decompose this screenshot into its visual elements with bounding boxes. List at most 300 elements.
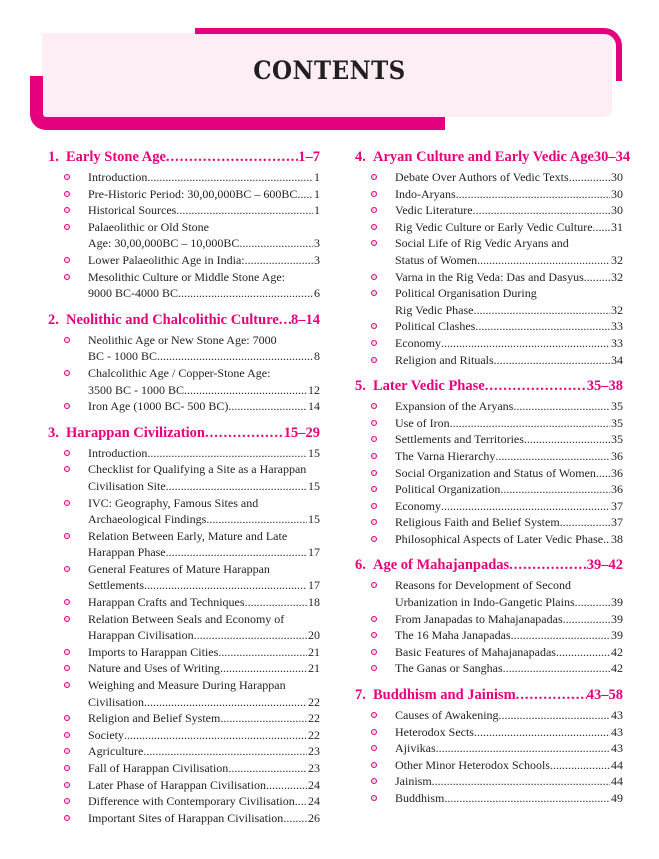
- dot-leader: [245, 594, 307, 611]
- hollow-circle-bullet-icon: [371, 224, 377, 230]
- dot-leader: [166, 544, 307, 561]
- topic-line: [88, 710, 320, 727]
- dot-leader: [516, 685, 587, 705]
- toc-topic[interactable]: [48, 644, 320, 661]
- topic-page-number: 43: [611, 741, 623, 756]
- topic-line: [88, 511, 320, 528]
- topic-line: [88, 332, 320, 349]
- dot-leader: [444, 790, 610, 807]
- toc-topic[interactable]: [48, 594, 320, 611]
- topic-title: Civilisation: [88, 694, 145, 709]
- topic-page-number: 32: [611, 252, 623, 267]
- toc-topic[interactable]: [48, 727, 320, 744]
- toc-topic[interactable]: [355, 335, 623, 352]
- toc-chapter: [48, 423, 320, 827]
- chapter-number: 4.: [355, 149, 366, 165]
- hollow-circle-bullet-icon: [64, 191, 70, 197]
- toc-column-left: [48, 147, 320, 834]
- topic-line: [395, 498, 623, 515]
- chapter-heading[interactable]: [48, 147, 320, 167]
- toc-topic[interactable]: [355, 773, 623, 790]
- dot-leader: [228, 760, 307, 777]
- topic-line: [395, 252, 623, 269]
- dot-leader: [556, 644, 610, 661]
- dot-leader: [283, 810, 307, 827]
- toc-topic[interactable]: [48, 398, 320, 415]
- topic-line: [395, 335, 623, 352]
- toc-topic[interactable]: [355, 660, 623, 677]
- toc-topic[interactable]: [48, 710, 320, 727]
- topic-title: Later Phase of Harappan Civilisation: [88, 777, 266, 792]
- topic-title: Heterodox Sects: [395, 724, 474, 739]
- topic-title: Social Life of Rig Vedic Aryans and: [395, 236, 569, 251]
- chapter-pages: 8–14: [291, 311, 320, 328]
- toc-topic[interactable]: [355, 498, 623, 515]
- topic-title: Important Sites of Harappan Civilisation: [88, 810, 284, 825]
- hollow-circle-bullet-icon: [371, 420, 377, 426]
- topic-title: Settlements: [88, 578, 144, 593]
- topic-line: [88, 219, 320, 236]
- hollow-circle-bullet-icon: [371, 453, 377, 459]
- hollow-circle-bullet-icon: [64, 682, 70, 688]
- topic-title: Philosophical Aspects of Later Vedic Phase: [395, 531, 604, 546]
- chapter-number: 6.: [355, 557, 366, 574]
- hollow-circle-bullet-icon: [371, 340, 377, 346]
- chapter-heading[interactable]: [355, 555, 623, 575]
- toc-topic[interactable]: [48, 202, 320, 219]
- toc-topic[interactable]: [48, 611, 320, 644]
- hollow-circle-bullet-icon: [64, 765, 70, 771]
- hollow-circle-bullet-icon: [371, 616, 377, 622]
- topic-title: Fall of Harappan Civilisation: [88, 761, 229, 775]
- hollow-circle-bullet-icon: [371, 191, 377, 197]
- topic-line: [395, 235, 623, 252]
- topic-line: [395, 398, 623, 415]
- topic-page-number: 42: [611, 661, 623, 676]
- hollow-circle-bullet-icon: [371, 470, 377, 476]
- topic-page-number: 23: [308, 744, 320, 759]
- topic-page-number: 30: [611, 170, 623, 184]
- dot-leader: [432, 773, 610, 790]
- dot-leader: [124, 727, 307, 744]
- topic-title: IVC: Geography, Famous Sites and: [88, 495, 259, 510]
- toc-topic[interactable]: [48, 810, 320, 827]
- topic-page-number: 23: [308, 761, 320, 775]
- dot-leader: [584, 269, 610, 286]
- hollow-circle-bullet-icon: [371, 486, 377, 492]
- toc-topic[interactable]: [355, 740, 623, 757]
- topic-title: Iron Age (1000 BC- 500 BC): [88, 399, 229, 414]
- topic-title: Nature and Uses of Writing: [88, 661, 220, 676]
- topic-page-number: 35: [611, 432, 623, 447]
- topic-page-number: 32: [611, 269, 623, 284]
- dot-leader: [245, 252, 313, 269]
- topic-page-number: 42: [611, 644, 623, 659]
- topic-line: [88, 577, 320, 594]
- toc-topic[interactable]: [48, 332, 320, 365]
- topic-list: [355, 169, 623, 368]
- hollow-circle-bullet-icon: [64, 370, 70, 376]
- topic-page-number: 21: [308, 644, 320, 659]
- hollow-circle-bullet-icon: [371, 729, 377, 735]
- hollow-circle-bullet-icon: [371, 290, 377, 296]
- topic-title: Checklist for Qualifying a Site as a Harappan: [88, 462, 307, 477]
- toc-topic[interactable]: [355, 724, 623, 741]
- topic-title: Age: 30,00,000BC – 10,000BC: [88, 236, 240, 251]
- toc-topic[interactable]: [355, 431, 623, 448]
- toc-chapter: [355, 376, 623, 547]
- topic-title: Debate Over Authors of Vedic Texts: [395, 170, 569, 184]
- hollow-circle-bullet-icon: [371, 665, 377, 671]
- topic-page-number: 21: [308, 661, 320, 676]
- topic-line: [395, 285, 623, 302]
- chapter-pages: 43–58: [586, 687, 623, 704]
- toc-topic[interactable]: [355, 481, 623, 498]
- topic-title: Harappan Phase: [88, 545, 166, 560]
- toc-topic[interactable]: [48, 186, 320, 203]
- topic-page-number: 31: [611, 219, 623, 234]
- topic-line: [395, 660, 623, 677]
- dot-leader: [550, 757, 610, 774]
- toc-topic[interactable]: [355, 757, 623, 774]
- topic-line: [88, 478, 320, 495]
- toc-topic[interactable]: [48, 365, 320, 398]
- toc-topic[interactable]: [355, 269, 623, 286]
- topic-title: Expansion of the Aryans: [395, 399, 514, 414]
- dot-leader: [441, 335, 610, 352]
- toc-topic[interactable]: [355, 644, 623, 661]
- topic-title: Religion and Rituals: [395, 352, 494, 367]
- dot-leader: [485, 376, 587, 396]
- toc-chapter: [355, 555, 623, 677]
- hollow-circle-bullet-icon: [371, 762, 377, 768]
- page-title: CONTENTS: [253, 56, 406, 85]
- topic-title: Relation Between Early, Mature and Late: [88, 528, 288, 543]
- toc-topic[interactable]: [355, 514, 623, 531]
- toc-chapter: [48, 147, 320, 302]
- topic-title: Economy: [395, 498, 441, 513]
- topic-line: [395, 577, 623, 594]
- topic-title: Rig Vedic Culture or Early Vedic Culture: [395, 219, 593, 234]
- hollow-circle-bullet-icon: [371, 519, 377, 525]
- dot-leader: [239, 235, 313, 252]
- topic-page-number: 43: [611, 724, 623, 739]
- chapter-pages: 35–38: [586, 378, 623, 395]
- toc-topic[interactable]: [48, 252, 320, 269]
- topic-line: [88, 348, 320, 365]
- toc-topic[interactable]: [355, 448, 623, 465]
- toc-topic[interactable]: [355, 318, 623, 335]
- topic-title: Buddhism: [395, 791, 445, 805]
- hollow-circle-bullet-icon: [64, 174, 70, 180]
- dot-leader: [509, 555, 587, 575]
- toc-topic[interactable]: [48, 445, 320, 462]
- topic-line: [395, 219, 623, 236]
- topic-line: [88, 810, 320, 827]
- topic-title: Pre-Historic Period: 30,00,000BC – 600BC: [88, 186, 298, 201]
- toc-topic[interactable]: [48, 660, 320, 677]
- topic-line: [395, 269, 623, 286]
- topic-line: [88, 186, 320, 203]
- topic-title: Settlements and Territories: [395, 432, 524, 447]
- topic-title: From Janapadas to Mahajanapadas: [395, 611, 563, 626]
- topic-title: Varna in the Rig Veda: Das and Dasyus: [395, 269, 584, 284]
- topic-title: Chalcolithic Age / Copper-Stone Age:: [88, 365, 271, 380]
- hollow-circle-bullet-icon: [64, 533, 70, 539]
- topic-line: [88, 461, 320, 478]
- topic-page-number: 18: [308, 595, 320, 610]
- toc-topic[interactable]: [355, 285, 623, 318]
- toc-topic[interactable]: [48, 528, 320, 561]
- topic-title: Civilisation Site: [88, 478, 166, 493]
- topic-line: [395, 773, 623, 790]
- toc-topic[interactable]: [48, 219, 320, 252]
- dot-leader: [474, 724, 610, 741]
- dot-leader: [147, 169, 313, 186]
- hollow-circle-bullet-icon: [64, 748, 70, 754]
- topic-title: Urbanization in Indo-Gangetic Plains: [395, 595, 575, 610]
- hollow-circle-bullet-icon: [64, 450, 70, 456]
- chapter-heading[interactable]: [355, 147, 631, 167]
- toc-topic[interactable]: [355, 790, 623, 807]
- topic-page-number: 30: [611, 203, 623, 218]
- dot-leader: [176, 202, 313, 219]
- topic-line: [395, 465, 623, 482]
- toc-topic[interactable]: [355, 465, 623, 482]
- toc-chapter: [355, 147, 631, 368]
- hollow-circle-bullet-icon: [371, 436, 377, 442]
- hollow-circle-bullet-icon: [64, 782, 70, 788]
- topic-page-number: 44: [611, 774, 623, 789]
- topic-title: Historical Sources: [88, 203, 177, 218]
- topic-page-number: 39: [611, 628, 623, 643]
- topic-page-number: 44: [611, 757, 623, 772]
- hollow-circle-bullet-icon: [371, 174, 377, 180]
- toc-topic[interactable]: [355, 352, 623, 369]
- topic-line: [395, 757, 623, 774]
- topic-line: [88, 660, 320, 677]
- topic-line: [88, 743, 320, 760]
- toc-topic[interactable]: [48, 495, 320, 528]
- toc-topic[interactable]: [48, 677, 320, 710]
- dot-leader: [194, 627, 307, 644]
- dot-leader: [166, 147, 298, 167]
- toc-topic[interactable]: [355, 707, 623, 724]
- toc-topic[interactable]: [355, 531, 623, 548]
- topic-page-number: 22: [308, 727, 320, 742]
- topic-page-number: 30: [611, 186, 623, 201]
- topic-line: [395, 790, 623, 807]
- dot-leader: [279, 310, 291, 330]
- topic-title: Vedic Literature: [395, 203, 473, 218]
- topic-page-number: 24: [308, 794, 320, 809]
- chapter-heading[interactable]: [355, 685, 623, 705]
- hollow-circle-bullet-icon: [64, 403, 70, 409]
- hollow-circle-bullet-icon: [64, 715, 70, 721]
- topic-line: [395, 431, 623, 448]
- topic-page-number: 22: [308, 694, 320, 709]
- topic-line: [395, 415, 623, 432]
- topic-title: Other Minor Heterodox Schools: [395, 757, 550, 772]
- topic-line: [88, 760, 320, 777]
- chapter-heading[interactable]: [48, 423, 320, 443]
- toc-topic[interactable]: [48, 561, 320, 594]
- topic-page-number: 3: [314, 236, 320, 251]
- topic-page-number: 17: [308, 578, 320, 593]
- topic-page-number: 8: [314, 349, 320, 364]
- topic-page-number: 24: [308, 777, 320, 792]
- topic-page-number: 1: [314, 170, 320, 184]
- topic-page-number: 43: [611, 708, 623, 723]
- chapter-title: Buddhism and Jainism: [373, 687, 516, 704]
- topic-line: [395, 644, 623, 661]
- topic-title: Political Clashes: [395, 319, 476, 334]
- topic-title: Society: [88, 727, 124, 742]
- topic-list: [48, 445, 320, 827]
- topic-title: Relation Between Seals and Economy of: [88, 611, 285, 626]
- chapter-title: Age of Mahajanpadas: [373, 557, 510, 574]
- hollow-circle-bullet-icon: [64, 224, 70, 230]
- topic-list: [355, 577, 623, 677]
- dot-leader: [166, 478, 307, 495]
- topic-title: Difference with Contemporary Civilisation: [88, 794, 295, 809]
- topic-page-number: 33: [611, 335, 623, 350]
- topic-page-number: 15: [308, 512, 320, 527]
- hollow-circle-bullet-icon: [371, 207, 377, 213]
- chapter-number: 7.: [355, 687, 366, 704]
- topic-page-number: 35: [611, 399, 623, 414]
- toc-topic[interactable]: [48, 169, 320, 186]
- toc-topic[interactable]: [48, 777, 320, 794]
- hollow-circle-bullet-icon: [371, 745, 377, 751]
- hollow-circle-bullet-icon: [371, 536, 377, 542]
- topic-title: Status of Women: [395, 252, 478, 267]
- toc-topic[interactable]: [48, 461, 320, 494]
- dot-leader: [524, 431, 610, 448]
- dot-leader: [144, 577, 307, 594]
- topic-title: Introduction: [88, 170, 148, 184]
- dot-leader: [144, 694, 307, 711]
- dot-leader: [596, 465, 610, 482]
- chapter-pages: 15–29: [283, 424, 320, 441]
- hollow-circle-bullet-icon: [64, 649, 70, 655]
- topic-page-number: 39: [611, 611, 623, 626]
- hollow-circle-bullet-icon: [64, 337, 70, 343]
- toc-topic[interactable]: [48, 743, 320, 760]
- topic-line: [88, 644, 320, 661]
- topic-title: Reasons for Development of Second: [395, 578, 571, 593]
- hollow-circle-bullet-icon: [64, 466, 70, 472]
- topic-line: [88, 252, 320, 269]
- chapter-number: 2.: [48, 311, 59, 328]
- chapter-heading[interactable]: [355, 376, 623, 396]
- toc-topic[interactable]: [48, 793, 320, 810]
- hollow-circle-bullet-icon: [371, 795, 377, 801]
- topic-page-number: 1: [314, 203, 320, 218]
- topic-line: [395, 302, 623, 319]
- hollow-circle-bullet-icon: [64, 599, 70, 605]
- topic-title: Neolithic Age or New Stone Age: 7000: [88, 332, 277, 347]
- topic-page-number: 1: [314, 186, 320, 201]
- topic-title: Imports to Harappan Cities: [88, 644, 219, 659]
- topic-page-number: 37: [611, 515, 623, 530]
- chapter-pages: 1–7: [298, 149, 320, 165]
- toc-topic[interactable]: [355, 611, 623, 628]
- topic-page-number: 6: [314, 286, 320, 301]
- hollow-circle-bullet-icon: [64, 257, 70, 263]
- toc-chapter: [48, 310, 320, 415]
- toc-topic[interactable]: [355, 415, 623, 432]
- hollow-circle-bullet-icon: [371, 403, 377, 409]
- toc-topic[interactable]: [48, 269, 320, 302]
- chapter-title: Early Stone Age: [66, 149, 166, 165]
- toc-column-right: [355, 147, 631, 815]
- topic-title: Ajivikas: [395, 741, 436, 756]
- topic-page-number: 37: [611, 498, 623, 513]
- topic-line: [395, 481, 623, 498]
- topic-title: The Varna Hierarchy: [395, 448, 496, 463]
- topic-title: 9000 BC-4000 BC: [88, 286, 179, 301]
- topic-page-number: 14: [308, 399, 320, 414]
- dot-leader: [441, 498, 610, 515]
- hollow-circle-bullet-icon: [64, 207, 70, 213]
- chapter-heading[interactable]: [48, 310, 320, 330]
- hollow-circle-bullet-icon: [371, 778, 377, 784]
- hollow-circle-bullet-icon: [64, 616, 70, 622]
- topic-title: Weighing and Measure During Harappan: [88, 678, 286, 693]
- topic-title: The 16 Maha Janapadas: [395, 628, 511, 643]
- hollow-circle-bullet-icon: [371, 274, 377, 280]
- dot-leader: [575, 594, 610, 611]
- toc-topic[interactable]: [355, 186, 623, 203]
- topic-page-number: 12: [308, 382, 320, 397]
- toc-topic[interactable]: [355, 202, 623, 219]
- toc-topic[interactable]: [355, 627, 623, 644]
- topic-line: [88, 793, 320, 810]
- topic-title: General Features of Mature Harappan: [88, 561, 270, 576]
- topic-line: [395, 611, 623, 628]
- toc-chapter: [355, 685, 623, 807]
- topic-line: [88, 269, 320, 286]
- dot-leader: [603, 531, 610, 548]
- topic-page-number: 20: [308, 628, 320, 643]
- toc-topic[interactable]: [355, 398, 623, 415]
- dot-leader: [297, 186, 313, 203]
- hollow-circle-bullet-icon: [371, 503, 377, 509]
- topic-line: [395, 514, 623, 531]
- topic-page-number: 36: [611, 465, 623, 480]
- toc-topic[interactable]: [48, 760, 320, 777]
- hollow-circle-bullet-icon: [371, 649, 377, 655]
- toc-topic[interactable]: [355, 219, 623, 236]
- chapter-title: Harappan Civilization: [66, 424, 205, 441]
- hollow-circle-bullet-icon: [371, 712, 377, 718]
- dot-leader: [147, 445, 307, 462]
- toc-topic[interactable]: [355, 169, 623, 186]
- dot-leader: [220, 660, 307, 677]
- topic-list: [48, 169, 320, 302]
- topic-title: Archaeological Findings: [88, 512, 207, 527]
- topic-title: Harappan Crafts and Techniques: [88, 595, 245, 610]
- topic-page-number: 34: [611, 352, 623, 367]
- dot-leader: [218, 644, 307, 661]
- toc-topic[interactable]: [355, 235, 623, 268]
- dot-leader: [436, 740, 610, 757]
- hollow-circle-bullet-icon: [371, 357, 377, 363]
- toc-topic[interactable]: [355, 577, 623, 610]
- topic-page-number: 36: [611, 482, 623, 497]
- chapter-number: 1.: [48, 149, 59, 165]
